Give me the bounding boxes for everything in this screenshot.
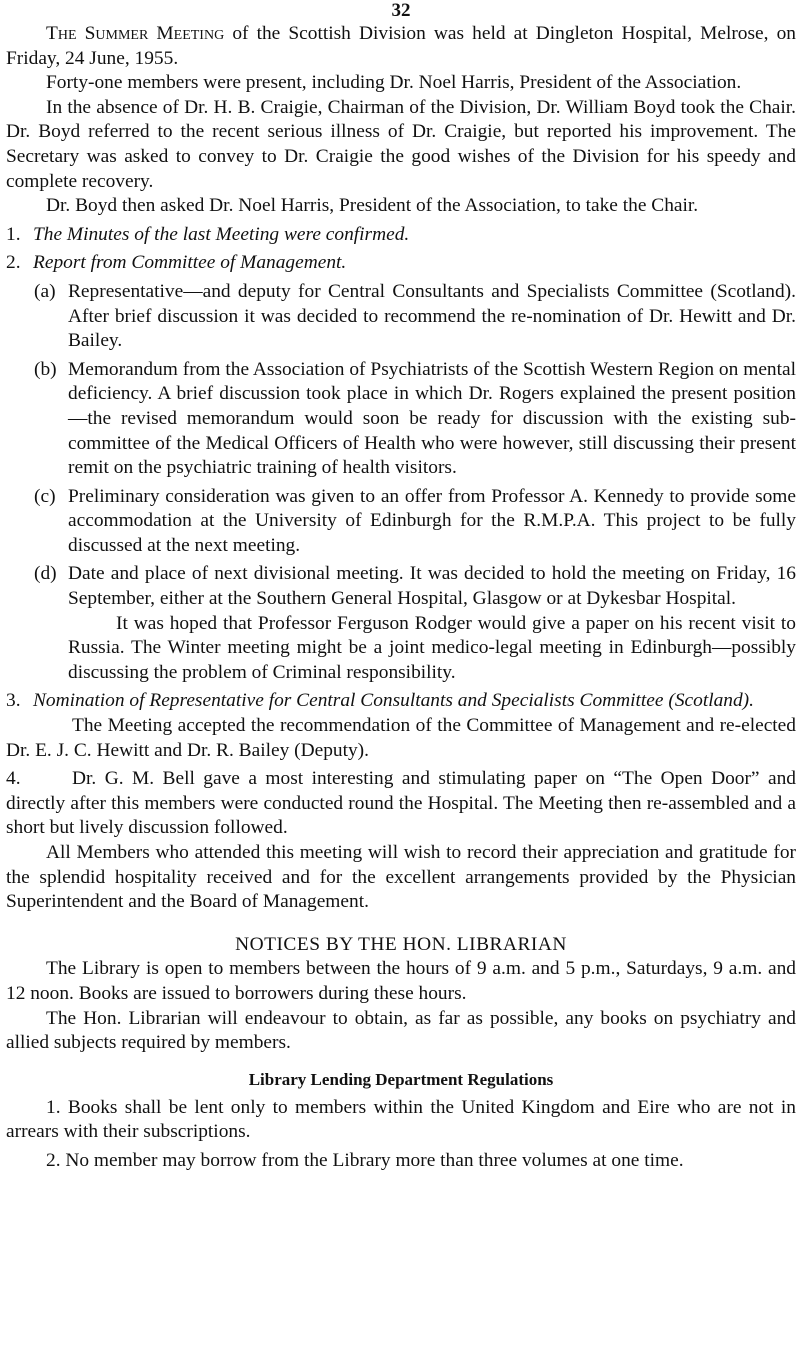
library-heading: NOTICES BY THE HON. LIBRARIAN — [235, 933, 567, 955]
item-4-content: Dr. G. M. Bell gave a most interesting and stimulating paper on “The Open Door” and directly after this members were conducted round the Hospital. The Meeting then re-assembled and a short but lively discussion followed. — [6, 768, 796, 839]
library-paragraph-1: The Library is open to members between the hours of 9 a.m. and 5 p.m., Saturdays, 9 a.m. and 12 noon. Books are issued to borrowers during these hours. — [6, 958, 796, 1004]
intro-paragraph-3: In the absence of Dr. H. B. Craigie, Chairman of the Division, Dr. William Boyd took the Chair. Dr. Boyd referred to the recent serious illness of Dr. Craigie, but reported his improvement. The Secretary was asked to convey to Dr. Craigie the good wishes of the Division for his speedy and complete recovery. — [6, 96, 796, 192]
regulation-2: 2. No member may borrow from the Library more than three volumes at one time. — [46, 1149, 684, 1171]
sub-item-c-label: (c) — [34, 485, 56, 507]
sub-item-b-text: Memorandum from the Association of Psychiatrists of the Scottish Western Region on mental deficiency. A brief discussion took place in which Dr. Rogers explained the present position—the revised memorandum would soon be ready for discussion with the existing sub-committee of the Medical Officers of Health who were however, still discussing their present remit on the psychiatric training of health visitors. — [68, 358, 796, 479]
item-4-text — [6, 767, 796, 841]
sub-item-c — [34, 485, 796, 559]
sub-item-c-text: Preliminary consideration was given to an offer from Professor A. Kennedy to provide some accommodation at the University of Edinburgh for the R.M.P.A. This project to be fully discussed at the next meeting. — [68, 485, 796, 556]
item-1-text: The Minutes of the last Meeting were confirmed. — [33, 223, 410, 245]
sub-item-a-label: (a) — [34, 280, 56, 302]
sub-item-a-text: Representative—and deputy for Central Consultants and Specialists Committee (Scotland). After brief discussion it was decided to recommend the re-nomination of Dr. Hewitt and Dr. Bailey. — [68, 280, 796, 352]
item-4 — [6, 767, 796, 841]
sub-item-d — [34, 562, 796, 685]
sub-item-d-text: Date and place of next divisional meeting. It was decided to hold the meeting on Friday, 16 September, either at the Southern General Hospital, Glasgow or at Dykesbar Hospital. — [68, 563, 796, 610]
regulation-1: 1. Books shall be lent only to members within the United Kingdom and Eire who are not in arrears with their subscriptions. — [6, 1096, 796, 1143]
item-3-body: The Meeting accepted the recommendation of the Committee of Management and re-elected Dr. E. J. C. Hewitt and Dr. R. Bailey (Deputy). — [6, 715, 796, 761]
item-1-number: 1. — [6, 223, 21, 245]
item-3-number: 3. — [6, 690, 21, 712]
intro-p1-rest: of the Scottish Division was held at Dingleton Hospital, Melrose, on Friday, 24 June, 1955. — [6, 23, 796, 69]
intro-paragraph-4: Dr. Boyd then asked Dr. Noel Harris, President of the Association, to take the Chair. — [46, 195, 699, 217]
sub-item-b-label: (b) — [34, 358, 57, 380]
item-2-text: Report from Committee of Management. — [33, 252, 347, 274]
closing-paragraph: All Members who attended this meeting will wish to record their appreciation and gratitude for the splendid hospitality received and for the excellent arrangements provided by the Physician Superintendent and the Board of Management. — [6, 842, 796, 913]
sub-item-d-continuation: It was hoped that Professor Ferguson Rodger would give a paper on his recent visit to Russia. The Winter meeting might be a joint medico-legal meeting in Edinburgh—possibly discussing the problem of Criminal responsibility. — [68, 612, 796, 683]
item-3 — [6, 689, 796, 714]
item-1 — [6, 223, 796, 248]
regulations-heading: Library Lending Department Regulations — [248, 1069, 554, 1089]
page-number: 32 — [391, 0, 411, 21]
sub-item-d-body — [68, 562, 796, 685]
sub-item-d-label: (d) — [34, 563, 57, 585]
intro-paragraph-2: Forty-one members were present, including Dr. Noel Harris, President of the Association. — [46, 72, 742, 94]
item-4-number: 4. — [6, 768, 21, 790]
sub-item-a — [34, 280, 796, 354]
item-2 — [6, 251, 796, 276]
intro-paragraph-1 — [6, 22, 796, 71]
library-paragraph-2: The Hon. Librarian will endeavour to obtain, as far as possible, any books on psychiatry and allied subjects required by members. — [6, 1007, 796, 1054]
sub-item-b — [34, 358, 796, 481]
lead-smallcaps: The Summer Meeting — [46, 23, 225, 44]
item-3-text: Nomination of Representative for Central Consultants and Specialists Committee (Scotland). — [33, 690, 754, 712]
item-2-number: 2. — [6, 252, 21, 274]
